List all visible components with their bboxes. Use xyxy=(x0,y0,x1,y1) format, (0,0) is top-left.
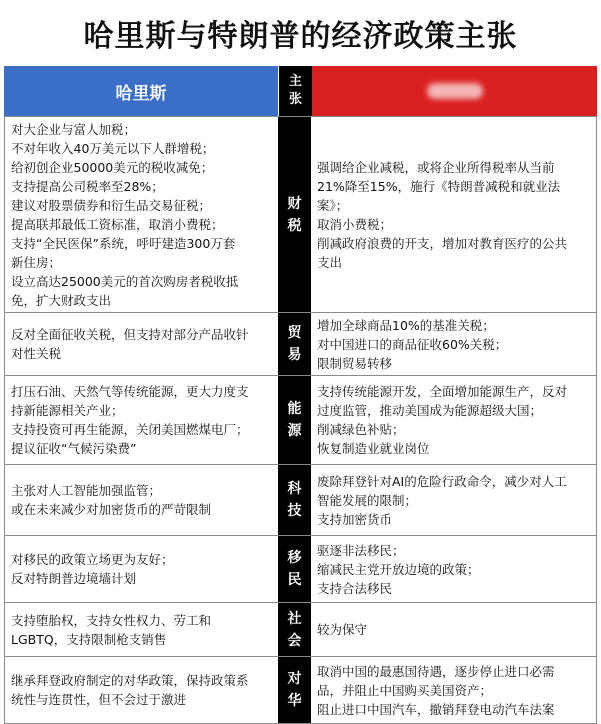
harris-policy-cell xyxy=(4,313,278,375)
policy-line: 较为保守 xyxy=(317,622,368,637)
policy-row xyxy=(4,376,597,465)
policy-line: 支持传统能源开发，全面增加能源生产，反对 xyxy=(317,384,568,399)
policy-line: 反对特朗普边境墙计划 xyxy=(11,571,137,586)
topic-char: 贸 xyxy=(287,325,302,341)
policy-row xyxy=(4,116,597,313)
policy-line: 或在未来减少对加密货币的严苛限制 xyxy=(11,502,212,517)
trump-policy-cell xyxy=(311,117,597,312)
topic-label xyxy=(278,536,311,602)
policy-line: 削减政府浪费的开支，增加对教育医疗的公共 xyxy=(317,235,568,251)
policy-line: 提高联邦最低工资标准，取消小费税； xyxy=(11,217,224,232)
topic-char: 民 xyxy=(287,572,302,588)
trump-policy-cell xyxy=(311,603,597,656)
topic-label xyxy=(278,376,311,464)
policy-line: 支持堕胎权，支持女性权力、劳工和 xyxy=(11,612,212,628)
trump-policy-cell xyxy=(311,465,597,535)
topic-char: 源 xyxy=(287,423,302,439)
policy-line: 对性关税 xyxy=(11,346,62,361)
policy-line: 21%降至15%，施行《特朗普减税和就业法 xyxy=(317,178,561,194)
policy-line: 削减绿色补贴； xyxy=(317,422,405,437)
policy-line: 支持合法移民 xyxy=(317,580,393,596)
harris-policy-cell xyxy=(4,657,278,723)
policy-line: 智能发展的限制； xyxy=(317,492,418,508)
topic-label xyxy=(278,117,311,312)
policy-line: 不对年收入40万美元以下人群增税； xyxy=(11,141,215,156)
topic-label xyxy=(278,313,311,375)
topic-char: 易 xyxy=(287,347,302,363)
policy-line: 案》； xyxy=(317,197,349,213)
policy-line: 强调给企业减税，或将企业所得税率从当前 xyxy=(317,159,555,175)
policy-line: 阻止进口中国汽车，撤销拜登电动汽车法案 xyxy=(317,701,555,717)
policy-row xyxy=(4,313,597,376)
trump-policy-cell xyxy=(311,313,597,375)
policy-line: 继承拜登政府制定的对华政策，保持政策系 xyxy=(11,673,249,688)
policy-line: LGBTQ，支持限制枪支销售 xyxy=(11,631,167,647)
topic-char: 财 xyxy=(287,195,302,212)
policy-line: 提议征收“气候污染费” xyxy=(11,441,137,456)
harris-policy-cell xyxy=(4,465,278,535)
topic-char: 能 xyxy=(287,401,302,417)
policy-table xyxy=(4,116,597,724)
policy-line: 新住房； xyxy=(11,255,62,270)
policy-line: 支持加密货币 xyxy=(317,511,393,527)
topic-label xyxy=(278,603,311,656)
topic-char: 税 xyxy=(287,217,302,234)
policy-line: 支出 xyxy=(317,254,343,270)
policy-line: 对大企业与富人加税； xyxy=(11,122,137,137)
policy-line: 对移民的政策立场更为友好； xyxy=(11,552,174,567)
policy-line: 建议对股票债券和衍生品交易征税； xyxy=(11,198,212,213)
header-topic xyxy=(279,66,312,116)
policy-line: 取消中国的最惠国待遇，逐步停止进口必需 xyxy=(317,663,555,679)
policy-line: 设立高达25000美元的首次购房者税收抵 xyxy=(11,274,239,289)
policy-line: 品，并阻止中国购买美国资产； xyxy=(317,682,493,698)
policy-line: 给初创企业50000美元的税收减免； xyxy=(11,160,214,175)
harris-policy-cell xyxy=(4,536,278,602)
policy-row xyxy=(4,536,597,603)
policy-line: 持新能源相关产业； xyxy=(11,403,124,418)
topic-label xyxy=(278,657,311,723)
trump-policy-cell xyxy=(311,536,597,602)
policy-line: 统性与连贯性，但不会过于激进 xyxy=(11,692,187,707)
policy-row xyxy=(4,465,597,536)
policy-line: 反对全面征收关税，但支持对部分产品收针 xyxy=(11,327,249,342)
topic-char: 对 xyxy=(287,671,302,687)
policy-line: 缩减民主党开放边境的政策； xyxy=(317,561,480,577)
topic-label xyxy=(278,465,311,535)
page-title: 哈里斯与特朗普的经济政策主张 xyxy=(83,19,518,54)
policy-line: 恢复制造业就业岗位 xyxy=(317,441,430,456)
header-trump-blurred xyxy=(312,66,597,116)
trump-policy-cell xyxy=(311,376,597,464)
policy-line: 对中国进口的商品征收60%关税； xyxy=(317,336,508,352)
topic-char: 技 xyxy=(287,503,302,519)
policy-line: 主张对人工智能加强监管； xyxy=(11,483,162,498)
harris-policy-cell xyxy=(4,117,278,312)
harris-policy-cell xyxy=(4,603,278,656)
policy-line: 打压石油、天然气等传统能源，更大力度支 xyxy=(11,384,249,399)
blurred-name xyxy=(427,83,483,99)
trump-policy-cell xyxy=(311,657,597,723)
header-harris: 哈里斯 xyxy=(4,66,278,116)
policy-line: 废除拜登针对AI的危险行政命令，减少对人工 xyxy=(317,473,567,489)
policy-line: 免，扩大财政支出 xyxy=(11,293,112,308)
header-topic-char: 张 xyxy=(288,92,302,107)
policy-line: 过度监管，推动美国成为能源超级大国； xyxy=(317,403,543,418)
policy-line: 驱逐非法移民； xyxy=(317,542,405,558)
policy-row xyxy=(4,603,597,657)
policy-line: 增加全球商品10%的基准关税； xyxy=(317,317,495,333)
policy-line: 支持提高公司税率至28%； xyxy=(11,179,164,194)
topic-char: 科 xyxy=(287,481,302,497)
topic-char: 会 xyxy=(287,632,302,649)
topic-char: 移 xyxy=(287,550,302,566)
topic-char: 社 xyxy=(287,610,302,627)
policy-line: 支持投资可再生能源，关闭美国燃煤电厂； xyxy=(11,422,249,437)
header-topic-char: 主 xyxy=(288,74,302,89)
policy-row xyxy=(4,657,597,724)
policy-line: 支持“全民医保”系统，呼吁建造300万套 xyxy=(11,236,236,251)
harris-policy-cell xyxy=(4,376,278,464)
policy-line: 取消小费税； xyxy=(317,216,393,232)
policy-line: 限制贸易转移 xyxy=(317,355,393,371)
topic-char: 华 xyxy=(287,693,302,709)
